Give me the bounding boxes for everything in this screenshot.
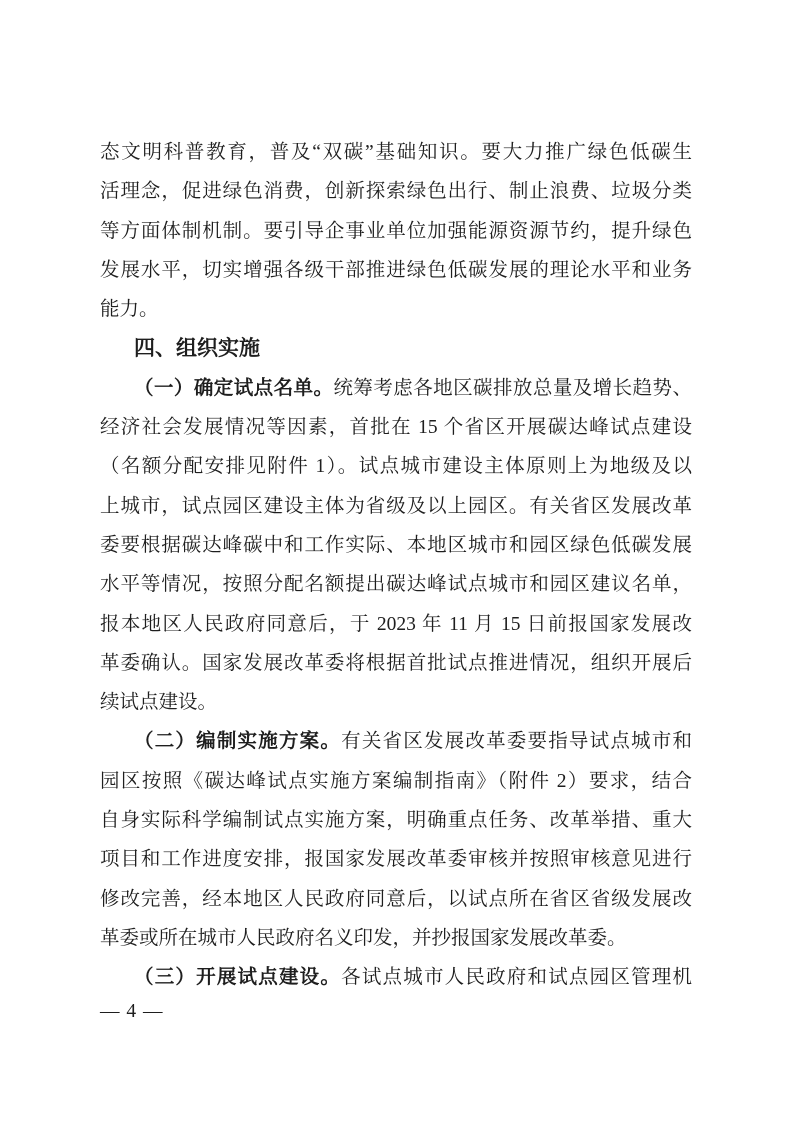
- text-line: 革委确认。国家发展改革委将根据首批试点推进情况，组织开展后: [100, 652, 692, 674]
- line-text: 有关省区发展改革委要指导试点城市和: [341, 731, 692, 753]
- paragraph-lead: （一）确定试点名单。: [134, 377, 334, 399]
- text-line: 经济社会发展情况等因素，首批在 15 个省区开展碳达峰试点建设: [100, 417, 692, 439]
- text-line: [100, 369, 692, 408]
- text-line: 能力。: [100, 299, 159, 321]
- text-line: 发展水平，切实增强各级干部推进绿色低碳发展的理论水平和业务: [100, 259, 692, 281]
- text-line: 上城市，试点园区建设主体为省级及以上园区。有关省区发展改革: [100, 495, 692, 517]
- text-line: 项目和工作进度安排，报国家发展改革委审核并按照审核意见进行: [100, 849, 692, 871]
- text-line: 革委或所在城市人民政府名义印发，并抄报国家发展改革委。: [100, 927, 627, 949]
- text-line: [100, 958, 692, 997]
- paragraph-lead: （二）编制实施方案。: [134, 731, 342, 753]
- section-heading: 四、组织实施: [134, 337, 260, 361]
- document-body: [100, 133, 692, 998]
- text-line: 自身实际科学编制试点实施方案，明确重点任务、改革举措、重大: [100, 810, 692, 832]
- text-line: [100, 722, 692, 761]
- paragraph-lead: （三）开展试点建设。: [134, 967, 342, 989]
- text-line: 委要根据碳达峰碳中和工作实际、本地区城市和园区绿色低碳发展: [100, 534, 692, 556]
- text-line: 态文明科普教育，普及“双碳”基础知识。要大力推广绿色低碳生: [100, 142, 692, 163]
- text-line: （名额分配安排见附件 1）。试点城市建设主体原则上为地级及以: [100, 456, 692, 478]
- text-line: 修改完善，经本地区人民政府同意后，以试点所在省区省级发展改: [100, 888, 692, 910]
- line-text: 各试点城市人民政府和试点园区管理机: [341, 967, 692, 989]
- text-line: 报本地区人民政府同意后，于 2023 年 11 月 15 日前报国家发展改: [100, 613, 692, 635]
- text-line: 活理念，促进绿色消费，创新探索绿色出行、制止浪费、垃圾分类: [100, 181, 692, 203]
- text-line: 等方面体制机制。要引导企事业单位加强能源资源节约，提升绿色: [100, 220, 692, 242]
- text-line: 园区按照《碳达峰试点实施方案编制指南》（附件 2）要求，结合: [100, 770, 692, 792]
- text-line: 续试点建设。: [100, 692, 218, 714]
- page-number: — 4 —: [100, 1001, 164, 1022]
- text-line: 水平等情况，按照分配名额提出碳达峰试点城市和园区建议名单，: [100, 574, 692, 596]
- line-text: 统筹考虑各地区碳排放总量及增长趋势、: [333, 377, 692, 399]
